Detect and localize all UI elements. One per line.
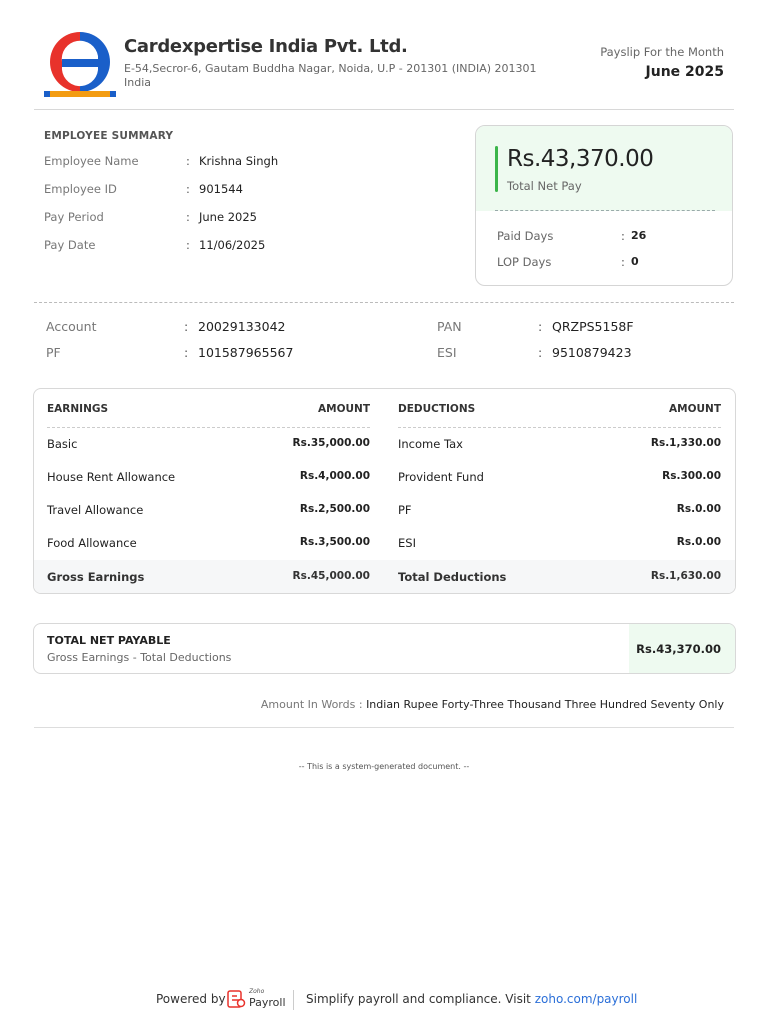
field-label: Paid Days — [497, 229, 554, 243]
payslip-label: Payslip For the Month — [600, 45, 724, 59]
net-pay-divider — [495, 210, 715, 211]
amount-in-words — [261, 698, 724, 711]
total-net-payable-amount: Rs.43,370.00 — [636, 642, 721, 656]
esi-number-row — [437, 345, 727, 363]
earning-amount: Rs.2,500.00 — [299, 503, 370, 515]
employee-summary-title: EMPLOYEE SUMMARY — [44, 130, 174, 142]
deductions-amount-header: AMOUNT — [669, 403, 721, 415]
field-label: PAN — [437, 319, 462, 334]
zoho-payroll-link[interactable]: zoho.com/payroll — [534, 992, 638, 1006]
employee-id-row — [44, 182, 444, 200]
earning-amount: Rs.35,000.00 — [292, 437, 370, 449]
deduction-amount: Rs.0.00 — [676, 536, 721, 548]
field-separator: : — [538, 319, 543, 334]
field-value: QRZPS5158F — [552, 319, 634, 334]
total-net-payable-box — [33, 623, 736, 674]
pay-date-row — [44, 238, 444, 256]
company-name: Cardexpertise India Pvt. Ltd. — [124, 36, 408, 57]
payslip-month: June 2025 — [645, 64, 724, 80]
field-label: PF — [46, 345, 61, 360]
amount-in-words-label: Amount In Words : — [260, 698, 363, 711]
company-address: E-54,Secror-6, Gautam Buddha Nagar, Noida, U.P - 201301 (INDIA) 201301 India — [124, 62, 537, 89]
deduction-label: Provident Fund — [398, 470, 484, 484]
deductions-header — [398, 403, 721, 415]
deduction-label: ESI — [398, 536, 416, 550]
system-generated-note: -- This is a system-generated document. -- — [298, 762, 470, 771]
field-value: June 2025 — [199, 210, 257, 224]
pay-period-row — [44, 210, 444, 228]
field-label: ESI — [437, 345, 457, 360]
earnings-title: EARNINGS — [47, 403, 109, 415]
field-separator: : — [186, 210, 190, 224]
words-divider — [34, 727, 734, 728]
deduction-label: PF — [398, 503, 412, 517]
pan-row — [437, 319, 727, 337]
field-separator: : — [186, 238, 190, 252]
deduction-amount: Rs.1,330.00 — [650, 437, 721, 449]
field-label: Employee ID — [44, 182, 117, 196]
earnings-header — [47, 403, 370, 415]
field-separator: : — [184, 319, 189, 334]
earning-row — [47, 437, 370, 451]
field-label: Pay Date — [44, 238, 96, 252]
section-divider — [34, 302, 734, 303]
zoho-brand: Payroll — [249, 996, 286, 1009]
deductions-column — [398, 389, 721, 593]
earning-label: Basic — [47, 437, 78, 451]
deduction-label: Income Tax — [398, 437, 463, 451]
deduction-row — [398, 536, 721, 550]
earning-label: House Rent Allowance — [47, 470, 176, 484]
earning-label: Food Allowance — [47, 536, 137, 550]
deduction-row — [398, 437, 721, 451]
zoho-payroll-icon — [226, 989, 246, 1009]
earning-row — [47, 536, 370, 550]
field-label: LOP Days — [497, 255, 552, 269]
gross-earnings-label: Gross Earnings — [47, 570, 145, 584]
net-pay-accent-bar — [495, 146, 498, 192]
field-label: Pay Period — [44, 210, 104, 224]
deductions-title: DEDUCTIONS — [398, 403, 476, 415]
field-value: 901544 — [199, 182, 243, 196]
total-deductions-label: Total Deductions — [398, 570, 507, 584]
net-pay-card — [475, 125, 733, 286]
total-net-payable-formula: Gross Earnings - Total Deductions — [47, 651, 232, 664]
company-logo-icon — [42, 28, 118, 100]
field-separator: : — [621, 229, 625, 243]
field-separator: : — [621, 255, 625, 269]
employee-name-row — [44, 154, 444, 172]
earning-row — [47, 470, 370, 484]
earning-label: Travel Allowance — [47, 503, 144, 517]
earning-row — [47, 503, 370, 517]
deduction-amount: Rs.300.00 — [662, 470, 721, 482]
field-separator: : — [538, 345, 543, 360]
field-value: 11/06/2025 — [199, 238, 266, 252]
deduction-row — [398, 503, 721, 517]
header-divider — [398, 427, 721, 428]
payslip-header — [34, 24, 734, 110]
gross-earnings-row — [47, 570, 370, 584]
earnings-deductions-table — [33, 388, 736, 594]
net-pay-amount: Rs.43,370.00 — [507, 146, 654, 172]
zoho-brand-small: Zoho — [249, 988, 265, 995]
header-divider — [47, 427, 370, 428]
earnings-amount-header: AMOUNT — [318, 403, 370, 415]
field-value: 20029133042 — [198, 319, 286, 334]
net-pay-label: Total Net Pay — [507, 179, 582, 193]
footer-tagline — [306, 992, 637, 1006]
earnings-column — [47, 389, 370, 593]
field-separator: : — [186, 154, 190, 168]
deduction-amount: Rs.0.00 — [676, 503, 721, 515]
field-separator: : — [186, 182, 190, 196]
field-separator: : — [184, 345, 189, 360]
field-value: Krishna Singh — [199, 154, 279, 168]
pf-number-row — [46, 345, 346, 363]
footer-tagline-text: Simplify payroll and compliance. Visit — [306, 992, 531, 1006]
field-value: 26 — [631, 229, 647, 242]
amount-in-words-value: Indian Rupee Forty-Three Thousand Three Hundred Seventy Only — [366, 698, 724, 711]
footer-separator — [293, 990, 294, 1010]
field-label: Employee Name — [44, 154, 139, 168]
earning-amount: Rs.4,000.00 — [299, 470, 370, 482]
field-label: Account — [46, 319, 97, 334]
field-value: 101587965567 — [198, 345, 294, 360]
account-row — [46, 319, 346, 337]
powered-by-label: Powered by — [156, 992, 226, 1006]
earning-amount: Rs.3,500.00 — [299, 536, 370, 548]
deduction-row — [398, 470, 721, 484]
total-deductions-row — [398, 570, 721, 584]
field-value: 9510879423 — [552, 345, 632, 360]
gross-earnings-amount: Rs.45,000.00 — [292, 570, 370, 582]
field-value: 0 — [631, 255, 639, 268]
total-deductions-amount: Rs.1,630.00 — [650, 570, 721, 582]
footer — [0, 988, 768, 1012]
total-net-payable-title: TOTAL NET PAYABLE — [47, 634, 171, 647]
